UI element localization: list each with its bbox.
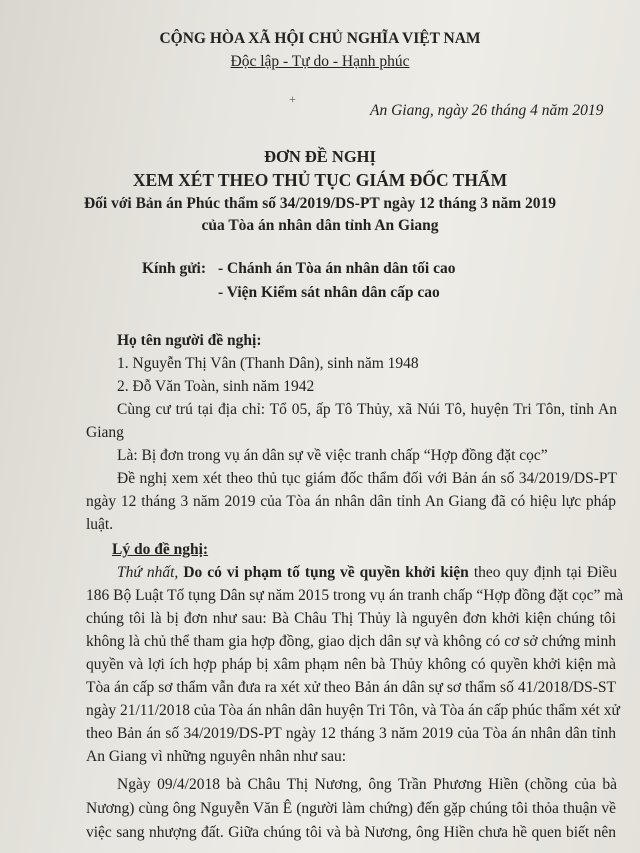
document-subject: Đối với Bản án Phúc thẩm số 34/2019/DS-PT ngày 12 tháng 3 năm 2019 bbox=[83, 195, 557, 212]
motto-text: Độc lập - Tự do - Hạnh phúc bbox=[230, 53, 410, 70]
reason-line: chúng tôi là bị đơn như sau: Bà Châu Thị Thủy là nguyên đơn khởi kiện chúng tôi bbox=[86, 610, 616, 627]
petitioners-heading: Họ tên người đề nghị: bbox=[117, 332, 262, 349]
document-title: ĐƠN ĐỀ NGHỊ bbox=[264, 147, 376, 166]
reason-line: ngày 21/11/2018 của Tòa án nhân dân huyện Tri Tôn, và Tòa án cấp phúc thẩm xét xử bbox=[86, 702, 620, 719]
request-line-3: luật. bbox=[86, 516, 114, 533]
scan-mark: + bbox=[289, 92, 296, 106]
address-line-2: Giang bbox=[86, 424, 124, 441]
date-line: An Giang, ngày 26 tháng 4 năm 2019 bbox=[370, 102, 604, 119]
reasons-heading: Lý do đề nghị: bbox=[112, 541, 209, 558]
recipient-2: - Viện Kiểm sát nhân dân cấp cao bbox=[218, 284, 440, 301]
document-court: của Tòa án nhân dân tỉnh An Giang bbox=[201, 217, 439, 234]
paragraph-2-line-3: việc sang nhượng đất. Giữa chúng tôi và bà Nương, ông Hiền chưa hề quen biết nên bbox=[86, 824, 616, 841]
role-line: Là: Bị đơn trong vụ án dân sự về việc tranh chấp “Hợp đồng đặt cọc” bbox=[117, 447, 548, 464]
reason-line: 186 Bộ Luật Tố tụng Dân sự năm 2015 trong vụ án tranh chấp “Hợp đồng đặt cọc” mà bbox=[86, 587, 624, 604]
reason-line: An Giang vì những nguyên nhân như sau: bbox=[86, 748, 347, 765]
reason-line: Tòa án cấp sơ thẩm vẫn đưa ra xét xử theo Bản án dân sự sơ thẩm số 41/2018/DS-ST bbox=[86, 679, 616, 696]
petitioner-1: 1. Nguyễn Thị Vân (Thanh Dân), sinh năm 1948 bbox=[117, 355, 419, 372]
reason-first-label: Thứ nhất, bbox=[117, 564, 179, 581]
country-heading: CỘNG HÒA XÃ HỘI CHỦ NGHĨA VIỆT NAM bbox=[159, 30, 481, 47]
paragraph-2-line-2: Nương) cùng ông Nguyễn Văn Ê (người làm chứng) đến gặp chúng tôi thỏa thuận về bbox=[86, 800, 616, 817]
reason-first-bold: Do có vi phạm tố tụng về quyền khởi kiện bbox=[183, 564, 469, 581]
reason-first-line bbox=[117, 563, 617, 583]
paragraph-2-line-1: Ngày 09/4/2018 bà Châu Thị Nương, ông Trần Phương Hiền (chồng của bà bbox=[117, 776, 617, 793]
reason-line: theo Bản án số 34/2019/DS-PT ngày 12 tháng 3 năm 2019 của Tòa án nhân dân tỉnh bbox=[86, 725, 616, 742]
motto bbox=[0, 52, 640, 72]
address-line-1: Cùng cư trú tại địa chỉ: Tổ 05, ấp Tô Thủy, xã Núi Tô, huyện Tri Tôn, tỉnh An bbox=[117, 401, 617, 418]
petitioner-2: 2. Đỗ Văn Toàn, sinh năm 1942 bbox=[117, 378, 315, 395]
recipient-1: - Chánh án Tòa án nhân dân tối cao bbox=[218, 260, 456, 277]
request-line-2: ngày 12 tháng 3 năm 2019 của Tòa án nhân dân tỉnh An Giang đã có hiệu lực pháp bbox=[86, 493, 616, 510]
recipient-label: Kính gửi: bbox=[142, 260, 206, 277]
request-line-1: Đề nghị xem xét theo thủ tục giám đốc thẩm đối với Bản án số 34/2019/DS-PT bbox=[117, 470, 617, 487]
document-subtitle: XEM XÉT THEO THỦ TỤC GIÁM ĐỐC THẨM bbox=[132, 170, 508, 190]
reason-line: không là chủ thể tham gia hợp đồng, giao dịch dân sự và không có cơ sở chứng minh bbox=[86, 633, 616, 650]
reason-line: quyền và lợi ích hợp pháp bị xâm phạm nên bà Thủy không có quyền khởi kiện mà bbox=[86, 656, 616, 673]
reason-first-rest: theo quy định tại Điều bbox=[473, 564, 618, 581]
